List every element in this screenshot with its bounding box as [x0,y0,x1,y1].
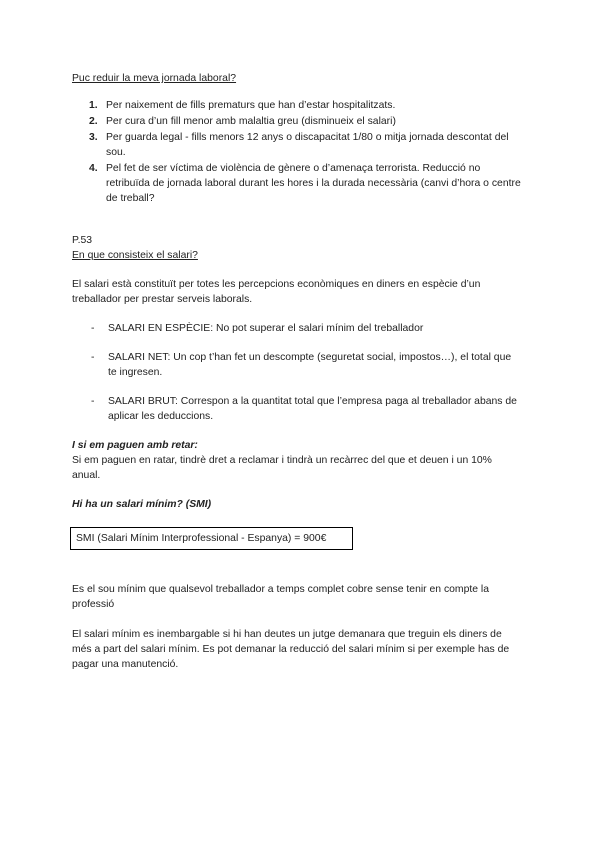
minimum-wage-definition: Es el sou mínim que qualsevol treballador a temps complet cobre sense tenir en compte la professió [72,584,489,610]
minimum-wage-paragraph: El salari mínim es inembargable si hi han deutes un jutge demanara que treguin els diners de més a part del salari mínim. Es pot demanar la reducció del salari mínim si per exemple has de pagar una manutenció. [72,629,510,670]
list-item [72,130,522,160]
list-item [72,394,522,424]
list-text: Per naixement de fills prematurs que han d’estar hospitalitzats. [106,100,396,111]
dash-bullet: - [91,396,95,407]
list-item [72,161,522,206]
list-text: SALARI NET: Un cop t’han fet un descompte (seguretat social, impostos…), el total que te ingresen. [108,352,512,378]
heading-late-payment: I si em paguen amb retar: [72,440,198,451]
list-number: 1. [89,100,98,111]
list-item [72,98,522,113]
list-item [72,114,522,129]
list-text: SALARI EN ESPÈCIE: No pot superar el salari mínim del treballador [108,323,424,334]
list-text: SALARI BRUT: Correspon a la quantitat total que l’empresa paga al treballador abans de aplicar les deduccions. [108,396,517,422]
list-item [72,350,522,380]
salary-intro: El salari està constituït per totes les percepcions econòmiques en diners en espècie d’un treballador per prestar serveis laborals. [72,279,481,305]
list-text: Per guarda legal - fills menors 12 anys o discapacitat 1/80 o mitja jornada descontat del sou. [106,132,509,158]
heading-salary: En que consisteix el salari? [72,250,198,261]
smi-box: SMI (Salari Mínim Interprofessional - Espanya) = 900€ [70,527,353,550]
late-payment-text: Si em paguen en ratar, tindrè dret a reclamar i tindrà un recàrrec del que et deuen i un 10% anual. [72,455,492,481]
list-number: 3. [89,132,98,143]
salary-types-list [72,321,522,424]
page-reference: P.53 [72,235,93,246]
list-text: Pel fet de ser víctima de violència de gènere o d’amenaça terrorista. Reducció no retribuïda de jornada laboral durant les hores i la durada necessària (canvi d’hora o centre de treball? [106,163,521,204]
reduce-hours-list [72,98,522,207]
list-number: 4. [89,163,98,174]
list-text: Per cura d’un fill menor amb malaltia greu (disminueix el salari) [106,116,396,127]
list-number: 2. [89,116,98,127]
heading-minimum-wage: Hi ha un salari mínim? (SMI) [72,499,212,510]
heading-reduce-hours: Puc reduir la meva jornada laboral? [72,73,237,84]
list-item [72,321,522,336]
dash-bullet: - [91,352,95,363]
dash-bullet: - [91,323,95,334]
